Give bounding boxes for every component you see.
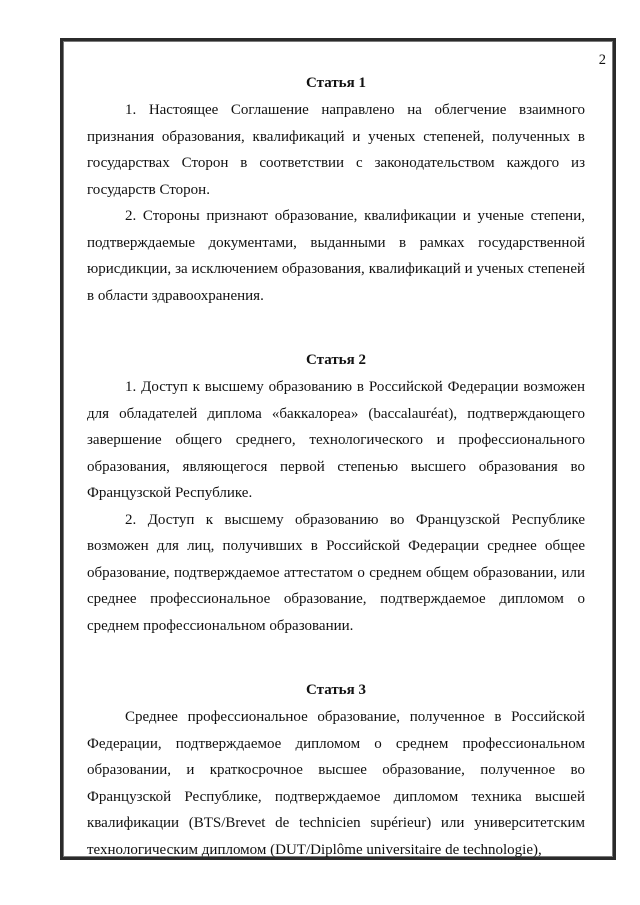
article-1 [87,60,585,309]
article-3 [87,667,585,863]
article-paragraph: 2. Доступ к высшему образованию во Французской Республике возможен для лиц, получивших в Российской Федерации среднее общее образование, подтверждаемое аттестатом о среднем общем образовании, или среднее профессиональное образование, подтверждаемое дипломом о среднем профессиональном образовании. [87,511,585,634]
article-title: Статья 1 [306,75,366,91]
article-paragraph: Среднее профессиональное образование, полученное в Российской Федерации, подтверждаемое дипломом о среднем профессиональном образовании, и краткосрочное высшее образование, полученное во Французской Республике, подтверждаемое дипломом техника высшей квалификации (BTS/Brevet de technicien supérieur) или университетским технологическим дипломом (DUT/Diplôme universitaire de technologie), [87,709,585,858]
page-number: 2 [598,52,606,68]
article-title: Статья 2 [306,352,366,368]
document-body [87,60,585,863]
article-paragraph: 1. Настоящее Соглашение направлено на облегчение взаимного признания образования, квалификаций и ученых степеней, полученных в государствах Сторон в соответствии с законодательством каждого из государств Сторон. [87,102,585,198]
article-paragraph: 1. Доступ к высшему образованию в Российской Федерации возможен для обладателей диплома «баккалореа» (baccalauréat), подтверждающего завершение общего среднего, технологического и профессионального образования, являющегося первой степенью высшего образования во Французской Республике. [87,379,585,501]
article-2 [87,337,585,639]
article-paragraph: 2. Стороны признают образование, квалификации и ученые степени, подтверждаемые документами, выданными в рамках государственной юрисдикции, за исключением образования, квалификаций и ученых степеней в области здравоохранения. [87,208,585,304]
article-title: Статья 3 [306,682,366,698]
